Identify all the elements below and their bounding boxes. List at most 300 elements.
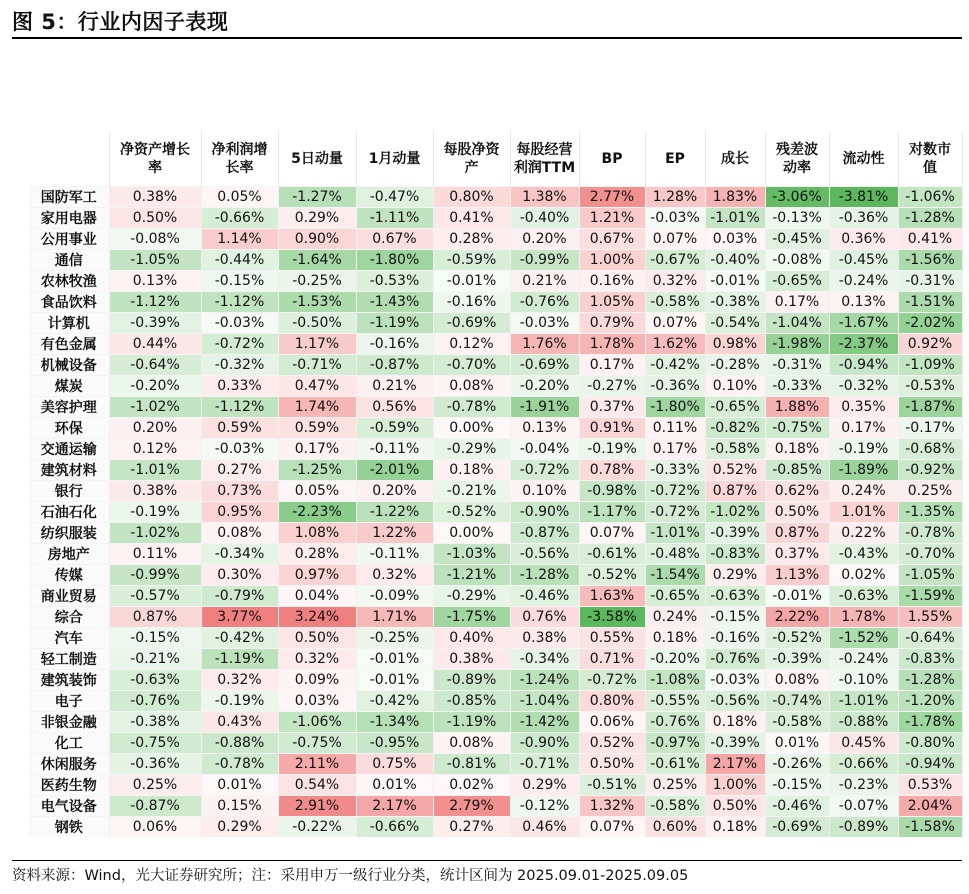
heatmap-cell: 0.33% — [201, 376, 278, 397]
heatmap-cell: -0.53% — [898, 376, 962, 397]
heatmap-cell: -0.27% — [579, 376, 645, 397]
table-row — [29, 544, 962, 565]
heatmap-cell: 0.24% — [829, 481, 898, 502]
row-label: 食品饮料 — [29, 292, 109, 313]
heatmap-cell: -0.51% — [579, 775, 645, 796]
heatmap-cell: -0.33% — [645, 460, 705, 481]
heatmap-cell: 0.10% — [510, 481, 579, 502]
row-label: 环保 — [29, 418, 109, 439]
heatmap-cell: -0.16% — [705, 628, 765, 649]
heatmap-cell: -1.28% — [898, 670, 962, 691]
heatmap-cell: 0.55% — [579, 628, 645, 649]
heatmap-cell: -0.12% — [510, 796, 579, 817]
table-row — [29, 229, 962, 250]
table-row — [29, 649, 962, 670]
heatmap-cell: 0.32% — [645, 271, 705, 292]
heatmap-cell: 3.77% — [201, 607, 278, 628]
column-header — [898, 131, 962, 187]
heatmap-cell: -0.21% — [109, 649, 201, 670]
heatmap-cell: 0.07% — [645, 313, 705, 334]
heatmap-cell: -1.04% — [510, 691, 579, 712]
heatmap-cell: 1.00% — [705, 775, 765, 796]
row-label: 轻工制造 — [29, 649, 109, 670]
heatmap-cell: -0.01% — [356, 670, 433, 691]
heatmap-cell: -2.01% — [356, 460, 433, 481]
row-label: 公用事业 — [29, 229, 109, 250]
heatmap-cell: -0.08% — [109, 229, 201, 250]
heatmap-cell: 0.56% — [356, 397, 433, 418]
heatmap-cell: 1.76% — [510, 334, 579, 355]
row-label: 银行 — [29, 481, 109, 502]
heatmap-cell: -1.75% — [433, 607, 510, 628]
heatmap-cell: 0.43% — [201, 712, 278, 733]
heatmap-cell: -0.43% — [829, 544, 898, 565]
heatmap-cell: 1.00% — [579, 250, 645, 271]
heatmap-cell: -0.57% — [109, 586, 201, 607]
heatmap-cell: -0.94% — [829, 355, 898, 376]
heatmap-cell: -1.02% — [705, 502, 765, 523]
heatmap-cell: -0.31% — [765, 355, 829, 376]
heatmap-cell: 1.38% — [510, 187, 579, 208]
heatmap-cell: 0.59% — [278, 418, 356, 439]
column-header — [510, 131, 579, 187]
row-label: 传媒 — [29, 565, 109, 586]
heatmap-cell: 2.77% — [579, 187, 645, 208]
heatmap-cell: -0.29% — [433, 586, 510, 607]
heatmap-cell: 3.24% — [278, 607, 356, 628]
heatmap-cell: 0.32% — [356, 565, 433, 586]
heatmap-cell: 0.35% — [829, 397, 898, 418]
heatmap-cell: 1.17% — [278, 334, 356, 355]
table-row — [29, 208, 962, 229]
heatmap-cell: -0.63% — [705, 586, 765, 607]
heatmap-cell: -0.87% — [510, 523, 579, 544]
heatmap-cell: 0.29% — [705, 565, 765, 586]
heatmap-cell: 0.10% — [705, 376, 765, 397]
heatmap-cell: -0.19% — [109, 502, 201, 523]
heatmap-cell: -0.75% — [278, 733, 356, 754]
heatmap-cell: -0.97% — [645, 733, 705, 754]
heatmap-cell: -1.02% — [109, 523, 201, 544]
heatmap-cell: -0.32% — [201, 355, 278, 376]
heatmap-cell: -1.58% — [898, 817, 962, 838]
heatmap-cell: -1.20% — [898, 691, 962, 712]
heatmap-cell: -1.09% — [898, 355, 962, 376]
heatmap-cell: 0.38% — [510, 628, 579, 649]
heatmap-cell: 0.08% — [433, 376, 510, 397]
heatmap-cell: -0.22% — [278, 817, 356, 838]
heatmap-cell: 0.16% — [579, 271, 645, 292]
heatmap-cell: 0.18% — [645, 628, 705, 649]
heatmap-cell: 0.18% — [705, 817, 765, 838]
heatmap-cell: -0.52% — [579, 565, 645, 586]
heatmap-cell: 0.46% — [510, 817, 579, 838]
heatmap-cell: 1.22% — [356, 523, 433, 544]
heatmap-cell: 0.17% — [645, 439, 705, 460]
column-header — [433, 131, 510, 187]
heatmap-cell: -0.63% — [109, 670, 201, 691]
heatmap-cell: -0.46% — [765, 796, 829, 817]
heatmap-cell: 0.97% — [278, 565, 356, 586]
heatmap-cell: -0.03% — [201, 439, 278, 460]
heatmap-cell: -0.90% — [510, 733, 579, 754]
heatmap-cell: -0.70% — [433, 355, 510, 376]
heatmap-cell: -0.69% — [510, 355, 579, 376]
heatmap-cell: -0.28% — [705, 355, 765, 376]
heatmap-cell: -1.06% — [278, 712, 356, 733]
heatmap-cell: -0.03% — [201, 313, 278, 334]
heatmap-cell: -0.42% — [645, 355, 705, 376]
heatmap-cell: 0.20% — [356, 481, 433, 502]
heatmap-cell: 0.13% — [829, 292, 898, 313]
heatmap-cell: -0.95% — [356, 733, 433, 754]
heatmap-cell: -0.72% — [645, 502, 705, 523]
heatmap-cell: -1.25% — [278, 460, 356, 481]
heatmap-cell: 0.21% — [510, 271, 579, 292]
heatmap-cell: 0.17% — [829, 418, 898, 439]
row-label: 通信 — [29, 250, 109, 271]
column-header-line: 成长 — [721, 150, 749, 167]
heatmap-cell: -0.09% — [356, 586, 433, 607]
heatmap-cell: 0.06% — [579, 712, 645, 733]
heatmap-cell: 1.08% — [278, 523, 356, 544]
heatmap-cell: -0.78% — [201, 754, 278, 775]
heatmap-cell: -1.01% — [829, 691, 898, 712]
heatmap-cell: -0.42% — [201, 628, 278, 649]
heatmap-cell: -0.24% — [829, 271, 898, 292]
heatmap-cell: -1.28% — [510, 565, 579, 586]
heatmap-cell: 0.24% — [645, 607, 705, 628]
row-label: 建筑材料 — [29, 460, 109, 481]
column-header-line: 动率 — [783, 159, 811, 176]
heatmap-cell: -0.36% — [109, 754, 201, 775]
heatmap-cell: -0.65% — [705, 397, 765, 418]
column-header-line: BP — [601, 150, 623, 167]
heatmap-cell: 2.17% — [356, 796, 433, 817]
row-label: 化工 — [29, 733, 109, 754]
table-row — [29, 502, 962, 523]
column-header-line: 残差波 — [776, 141, 818, 158]
heatmap-cell: -1.64% — [278, 250, 356, 271]
table-row — [29, 250, 962, 271]
heatmap-cell: -0.83% — [705, 544, 765, 565]
heatmap-cell: -0.79% — [201, 586, 278, 607]
heatmap-cell: -1.19% — [433, 712, 510, 733]
heatmap-cell: 1.32% — [579, 796, 645, 817]
heatmap-cell: -0.59% — [433, 250, 510, 271]
heatmap-cell: -1.11% — [356, 208, 433, 229]
heatmap-cell: 1.13% — [765, 565, 829, 586]
heatmap-cell: 1.55% — [898, 607, 962, 628]
column-header — [579, 131, 645, 187]
heatmap-cell: 0.00% — [433, 418, 510, 439]
heatmap-cell: 0.30% — [201, 565, 278, 586]
heatmap-cell: -0.11% — [356, 439, 433, 460]
heatmap-cell: 1.71% — [356, 607, 433, 628]
heatmap-cell: 0.02% — [433, 775, 510, 796]
heatmap-cell: -0.19% — [829, 439, 898, 460]
heatmap-cell: -0.99% — [510, 250, 579, 271]
heatmap-cell: -3.81% — [829, 187, 898, 208]
heatmap-cell: -0.75% — [765, 418, 829, 439]
row-label: 石油石化 — [29, 502, 109, 523]
heatmap-cell: -1.03% — [433, 544, 510, 565]
heatmap-cell: 0.17% — [579, 355, 645, 376]
title-divider — [12, 37, 962, 39]
column-header-line: 净资产增长 — [120, 141, 190, 158]
column-header-line: 利润TTM — [513, 159, 576, 176]
row-label: 煤炭 — [29, 376, 109, 397]
heatmap-cell: 0.32% — [201, 670, 278, 691]
heatmap-cell: -0.36% — [829, 208, 898, 229]
heatmap-cell: 0.05% — [278, 481, 356, 502]
heatmap-cell: -0.66% — [356, 817, 433, 838]
heatmap-cell: -0.65% — [645, 586, 705, 607]
heatmap-cell: -0.01% — [356, 649, 433, 670]
heatmap-cell: 0.04% — [278, 586, 356, 607]
heatmap-cell: -1.01% — [705, 208, 765, 229]
row-label: 家用电器 — [29, 208, 109, 229]
heatmap-cell: -1.19% — [356, 313, 433, 334]
heatmap-cell: -0.68% — [898, 439, 962, 460]
heatmap-cell: -0.63% — [829, 586, 898, 607]
heatmap-cell: -0.87% — [109, 796, 201, 817]
heatmap-cell: 1.74% — [278, 397, 356, 418]
heatmap-cell: -0.20% — [510, 376, 579, 397]
heatmap-cell: 0.62% — [765, 481, 829, 502]
heatmap-cell: -1.35% — [898, 502, 962, 523]
heatmap-cell: -0.71% — [510, 754, 579, 775]
heatmap-cell: 0.50% — [765, 502, 829, 523]
header-corner — [29, 131, 109, 187]
heatmap-cell: -1.42% — [510, 712, 579, 733]
heatmap-cell: 1.01% — [829, 502, 898, 523]
heatmap-cell: 2.91% — [278, 796, 356, 817]
table-row — [29, 460, 962, 481]
heatmap-cell: 0.41% — [898, 229, 962, 250]
heatmap-cell: -0.66% — [829, 754, 898, 775]
heatmap-cell: -0.50% — [278, 313, 356, 334]
heatmap-cell: 0.08% — [433, 733, 510, 754]
column-header — [765, 131, 829, 187]
heatmap-cell: -1.24% — [510, 670, 579, 691]
row-label: 计算机 — [29, 313, 109, 334]
heatmap-cell: -0.80% — [898, 733, 962, 754]
heatmap-cell: -1.67% — [829, 313, 898, 334]
heatmap-cell: 0.29% — [278, 208, 356, 229]
heatmap-cell: -1.12% — [201, 397, 278, 418]
heatmap-cell: -0.56% — [510, 544, 579, 565]
table-row — [29, 523, 962, 544]
heatmap-cell: -0.20% — [109, 376, 201, 397]
heatmap-cell: 0.37% — [579, 397, 645, 418]
heatmap-cell: -0.87% — [356, 355, 433, 376]
heatmap-cell: 0.17% — [278, 439, 356, 460]
heatmap-cell: -0.58% — [765, 712, 829, 733]
heatmap-cell: -0.33% — [765, 376, 829, 397]
heatmap-cell: 0.22% — [829, 523, 898, 544]
heatmap-cell: -0.85% — [765, 460, 829, 481]
column-header — [829, 131, 898, 187]
table-row — [29, 775, 962, 796]
column-header — [645, 131, 705, 187]
heatmap-cell: 0.29% — [510, 775, 579, 796]
heatmap-cell: 0.32% — [278, 649, 356, 670]
column-header — [278, 131, 356, 187]
heatmap-cell: -0.39% — [765, 649, 829, 670]
row-label: 建筑装饰 — [29, 670, 109, 691]
heatmap-cell: -0.88% — [829, 712, 898, 733]
heatmap-cell: -1.21% — [433, 565, 510, 586]
heatmap-cell: 0.75% — [356, 754, 433, 775]
heatmap-cell: -0.74% — [765, 691, 829, 712]
heatmap-cell: -0.99% — [109, 565, 201, 586]
source-note: 资料来源：Wind，光大证券研究所；注：采用申万一级行业分类，统计区间为 2025.09.01-2025.09.05 — [12, 868, 689, 884]
heatmap-cell: -0.58% — [645, 796, 705, 817]
heatmap-cell: 0.01% — [201, 775, 278, 796]
heatmap-cell: 0.52% — [705, 460, 765, 481]
heatmap-cell: -0.76% — [510, 292, 579, 313]
heatmap-cell: -1.80% — [645, 397, 705, 418]
heatmap-cell: 0.80% — [579, 691, 645, 712]
heatmap-cell: -1.22% — [356, 502, 433, 523]
table-row — [29, 187, 962, 208]
heatmap-cell: 0.29% — [201, 817, 278, 838]
heatmap-cell: -0.39% — [705, 733, 765, 754]
footer-divider — [12, 860, 962, 861]
heatmap-cell: 2.11% — [278, 754, 356, 775]
heatmap-cell: 0.87% — [765, 523, 829, 544]
heatmap-cell: -0.69% — [433, 313, 510, 334]
heatmap-cell: -0.01% — [705, 271, 765, 292]
heatmap-cell: 1.05% — [579, 292, 645, 313]
heatmap-cell: -0.92% — [898, 460, 962, 481]
table-row — [29, 439, 962, 460]
heatmap-cell: -0.45% — [765, 229, 829, 250]
header-row — [29, 131, 962, 187]
heatmap-cell: 0.07% — [579, 817, 645, 838]
heatmap-cell: -0.64% — [898, 628, 962, 649]
column-header-line: 对数市 — [909, 141, 951, 158]
heatmap-cell: 0.08% — [765, 670, 829, 691]
row-label: 房地产 — [29, 544, 109, 565]
heatmap-cell: 0.67% — [356, 229, 433, 250]
heatmap-cell: -1.54% — [645, 565, 705, 586]
heatmap-cell: -2.37% — [829, 334, 898, 355]
heatmap-cell: -0.16% — [356, 334, 433, 355]
heatmap-cell: -0.08% — [765, 250, 829, 271]
heatmap-cell: -0.25% — [356, 628, 433, 649]
heatmap-cell: -0.19% — [579, 439, 645, 460]
figure-title: 图 5：行业内因子表现 — [12, 10, 229, 34]
row-label: 汽车 — [29, 628, 109, 649]
row-label: 非银金融 — [29, 712, 109, 733]
heatmap-cell: 1.62% — [645, 334, 705, 355]
factor-heatmap-table — [29, 131, 963, 837]
heatmap-cell: -0.70% — [898, 544, 962, 565]
heatmap-cell: 0.21% — [356, 376, 433, 397]
heatmap-cell: -0.82% — [705, 418, 765, 439]
heatmap-cell: -1.12% — [201, 292, 278, 313]
table-row — [29, 670, 962, 691]
heatmap-cell: 0.50% — [278, 628, 356, 649]
heatmap-cell: 0.44% — [109, 334, 201, 355]
heatmap-cell: -1.27% — [278, 187, 356, 208]
column-header — [356, 131, 433, 187]
row-label: 交通运输 — [29, 439, 109, 460]
heatmap-cell: -1.52% — [829, 628, 898, 649]
heatmap-cell: -0.16% — [433, 292, 510, 313]
heatmap-cell: 0.01% — [765, 733, 829, 754]
heatmap-cell: -1.80% — [356, 250, 433, 271]
table-row — [29, 334, 962, 355]
table-row — [29, 481, 962, 502]
heatmap-cell: -0.24% — [829, 649, 898, 670]
heatmap-cell: -0.78% — [433, 397, 510, 418]
heatmap-cell: 1.78% — [829, 607, 898, 628]
heatmap-cell: -0.65% — [765, 271, 829, 292]
heatmap-cell: -1.08% — [645, 670, 705, 691]
heatmap-cell: -0.40% — [510, 208, 579, 229]
heatmap-cell: -1.17% — [579, 502, 645, 523]
column-header — [109, 131, 201, 187]
column-header-line: 5日动量 — [291, 150, 343, 167]
heatmap-cell: -0.45% — [829, 250, 898, 271]
heatmap-cell: 1.83% — [705, 187, 765, 208]
heatmap-cell: -1.56% — [898, 250, 962, 271]
heatmap-cell: -0.72% — [201, 334, 278, 355]
heatmap-cell: -0.15% — [109, 628, 201, 649]
heatmap-cell: -0.72% — [510, 460, 579, 481]
row-label: 机械设备 — [29, 355, 109, 376]
table-row — [29, 712, 962, 733]
heatmap-cell: 0.59% — [201, 418, 278, 439]
heatmap-cell: 0.95% — [201, 502, 278, 523]
heatmap-cell: 0.38% — [109, 481, 201, 502]
heatmap-cell: 0.78% — [579, 460, 645, 481]
heatmap-cell: 0.38% — [109, 187, 201, 208]
heatmap-cell: 0.90% — [278, 229, 356, 250]
heatmap-cell: -0.07% — [829, 796, 898, 817]
heatmap-cell: -0.03% — [510, 313, 579, 334]
heatmap-cell: 0.28% — [433, 229, 510, 250]
heatmap-cell: -3.58% — [579, 607, 645, 628]
heatmap-cell: 0.08% — [201, 523, 278, 544]
heatmap-cell: 0.20% — [510, 229, 579, 250]
heatmap-cell: 0.47% — [278, 376, 356, 397]
heatmap-cell: -0.56% — [705, 691, 765, 712]
heatmap-cell: 0.03% — [705, 229, 765, 250]
heatmap-cell: 2.79% — [433, 796, 510, 817]
heatmap-cell: -1.34% — [356, 712, 433, 733]
heatmap-cell: 0.54% — [278, 775, 356, 796]
heatmap-cell: -0.31% — [898, 271, 962, 292]
heatmap-cell: -0.89% — [829, 817, 898, 838]
heatmap-cell: 0.18% — [433, 460, 510, 481]
column-header — [705, 131, 765, 187]
heatmap-cell: 0.91% — [579, 418, 645, 439]
heatmap-cell: -2.23% — [278, 502, 356, 523]
heatmap-cell: -0.61% — [645, 754, 705, 775]
column-header-line: EP — [665, 150, 685, 167]
heatmap-cell: 1.88% — [765, 397, 829, 418]
heatmap-cell: -0.25% — [278, 271, 356, 292]
heatmap-cell: -0.59% — [356, 418, 433, 439]
heatmap-cell: -0.66% — [201, 208, 278, 229]
heatmap-cell: 0.27% — [201, 460, 278, 481]
heatmap-cell: -0.46% — [510, 586, 579, 607]
heatmap-cell: -0.81% — [433, 754, 510, 775]
